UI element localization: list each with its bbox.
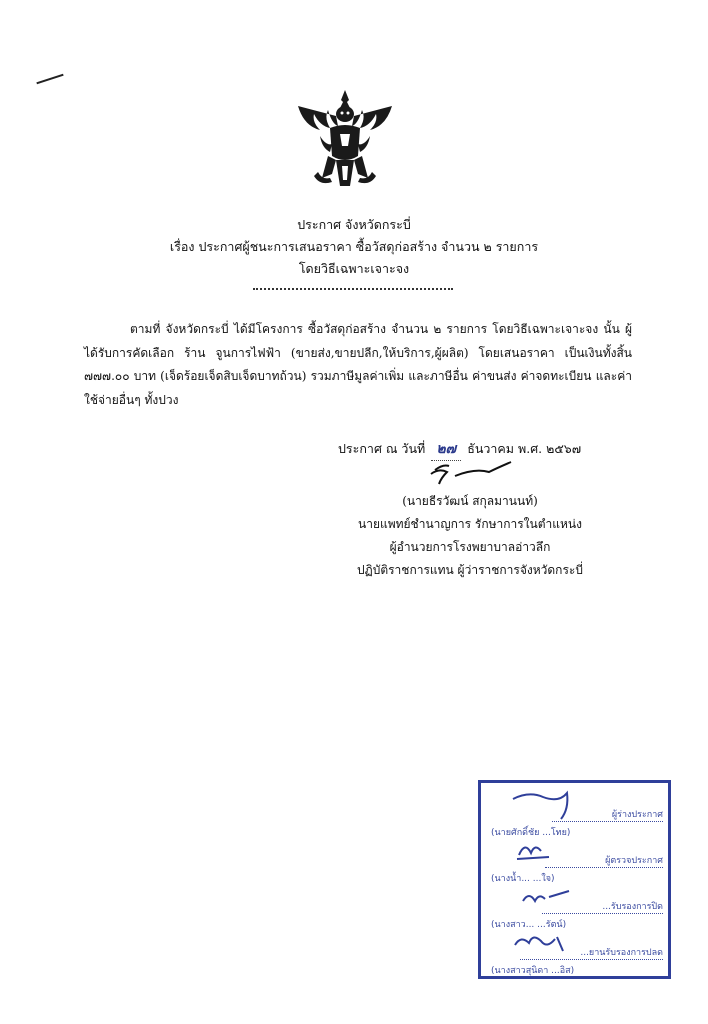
signer-acting: ปฏิบัติราชการแทน ผู้ว่าราชการจังหวัดกระบี่ — [357, 563, 583, 577]
date-prefix: ประกาศ ณ วันที่ — [338, 441, 426, 456]
handwritten-day: ๒๗ — [431, 438, 461, 461]
stamp-row — [491, 931, 663, 977]
date-month-year: ธันวาคม พ.ศ. ๒๕๖๗ — [467, 441, 582, 456]
stamp-row — [491, 793, 663, 839]
announcement-header — [0, 214, 708, 280]
stamp-name: (นายศักดิ์ชัย ...โทย) — [491, 828, 571, 838]
approval-stamp — [478, 780, 671, 979]
stamp-row — [491, 839, 663, 885]
signature-mark — [425, 458, 515, 488]
announcement-body — [84, 318, 632, 412]
stamp-name: (นางน้ำ... ...ใจ) — [491, 874, 555, 884]
announcement-subject: เรื่อง ประกาศผู้ชนะการเสนอราคา ซื้อวัสดุก่อสร้าง จำนวน ๒ รายการ — [169, 239, 539, 254]
stamp-name: (นางสาว... ...รัตน์) — [491, 920, 567, 930]
stamp-role: ผู้ตรวจประกาศ — [545, 853, 663, 868]
stamp-role: ...ยานรับรองการปลด — [520, 945, 663, 960]
signer-position: นายแพทย์ชำนาญการ รักษาการในตำแหน่ง — [358, 517, 582, 531]
stamp-row — [491, 885, 663, 931]
dotted-divider — [253, 288, 453, 292]
body-paragraph: ตามที่ จังหวัดกระบี่ ได้มีโครงการ ซื้อวัสดุก่อสร้าง จำนวน ๒ รายการ โดยวิธีเฉพาะเจาะจง นั้น ผู้ได้รับการคัดเลือก ร้าน จูนการไฟฟ้า (ขายส่ง,ขายปลีก,ให้บริการ,ผู้ผลิต) โดยเสนอราคา เป็นเงินทั้งสิ้น ๗๗๗.๐๐ บาท (เจ็ดร้อยเจ็ดสิบเจ็ดบาทถ้วน) รวมภาษีมูลค่าเพิ่ม และภาษีอื่น ค่าขนส่ง ค่าจดทะเบียน และค่าใช้จ่ายอื่นๆ ทั้งปวง — [84, 322, 632, 407]
stamp-role: ...รับรองการปิด — [542, 899, 663, 914]
stamp-role: ผู้ร่างประกาศ — [552, 807, 663, 822]
garuda-emblem-icon — [290, 86, 400, 194]
signer-office: ผู้อำนวยการโรงพยาบาลอ่าวลึก — [389, 540, 551, 554]
procurement-method: โดยวิธีเฉพาะเจาะจง — [298, 261, 410, 276]
announcement-title: ประกาศ จังหวัดกระบี่ — [297, 217, 411, 232]
signer-block — [320, 490, 620, 582]
pen-mark — [36, 74, 63, 85]
signer-name: (นายธีรวัฒน์ สกุลมานนท์) — [402, 494, 538, 508]
stamp-name: (นางสาวสุนิดา ...อิส) — [491, 966, 575, 976]
